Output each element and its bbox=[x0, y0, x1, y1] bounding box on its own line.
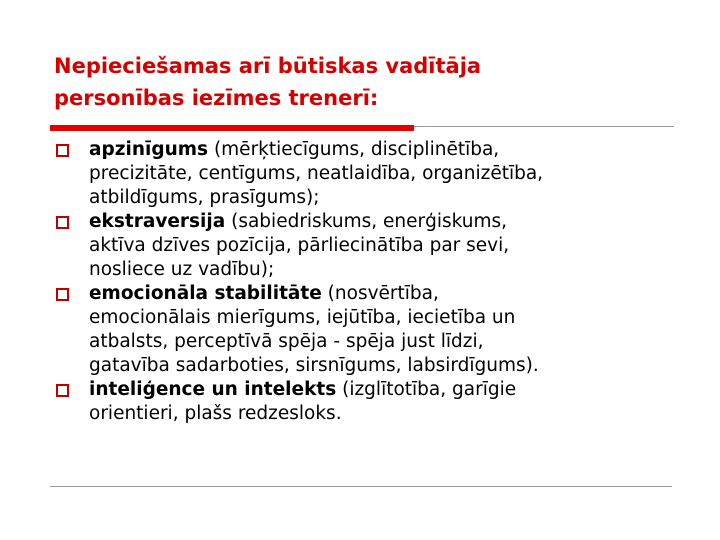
bottom-rule bbox=[50, 486, 672, 487]
bullet-item-inteligence bbox=[52, 378, 692, 426]
hollow-square-icon bbox=[56, 288, 69, 301]
bullet-line: atbildīgums, prasīgums); bbox=[89, 187, 320, 208]
bullet-line: precizitāte, centīgums, neatlaidība, organizētība, bbox=[89, 163, 544, 184]
bullet-detail: (mērķtiecīgums, disciplinētība, bbox=[208, 139, 500, 160]
bullet-term: inteliģence un intelekts bbox=[89, 379, 337, 400]
title-line-1: Nepieciešamas arī būtiskas vadītāja bbox=[54, 54, 482, 78]
bullet-line: atbalsts, perceptīvā spēja - spēja just līdzi, bbox=[89, 331, 484, 352]
bullet-list bbox=[52, 138, 692, 426]
bullet-line: aktīva dzīves pozīcija, pārliecinātība par sevi, bbox=[89, 235, 510, 256]
title-line-2: personības iezīmes trenerī: bbox=[54, 86, 379, 110]
bullet-detail: (nosvērtība, bbox=[321, 283, 439, 304]
bullet-item-emocionala-stabilitate bbox=[52, 282, 692, 378]
hollow-square-icon bbox=[56, 384, 69, 397]
bullet-line: emocionālais mierīgums, iejūtība, iecietība un bbox=[89, 307, 516, 328]
slide-title bbox=[54, 50, 674, 114]
title-underline-thin bbox=[414, 126, 674, 127]
bullet-line: nosliece uz vadību); bbox=[89, 259, 275, 280]
bullet-item-apzinigums bbox=[52, 138, 692, 210]
bullet-text bbox=[89, 282, 692, 378]
bullet-text bbox=[89, 210, 692, 282]
bullet-line bbox=[89, 282, 692, 306]
bullet-term: ekstraversija bbox=[89, 211, 226, 232]
bullet-line: gatavība sadarboties, sirsnīgums, labsirdīgums). bbox=[89, 355, 539, 376]
bullet-text bbox=[89, 138, 692, 210]
hollow-square-icon bbox=[56, 144, 69, 157]
bullet-detail: (izglītotība, garīgie bbox=[336, 379, 517, 400]
bullet-line bbox=[89, 210, 692, 234]
bullet-term: apzinīgums bbox=[89, 139, 209, 160]
hollow-square-icon bbox=[56, 216, 69, 229]
bullet-term: emocionāla stabilitāte bbox=[89, 283, 322, 304]
bullet-line: orientieri, plašs redzesloks. bbox=[89, 403, 342, 424]
bullet-line bbox=[89, 138, 692, 162]
bullet-line bbox=[89, 378, 692, 402]
bullet-item-ekstraversija bbox=[52, 210, 692, 282]
bullet-detail: (sabiedriskums, enerģiskums, bbox=[225, 211, 508, 232]
title-underline-accent bbox=[50, 125, 414, 131]
bullet-text bbox=[89, 378, 692, 426]
